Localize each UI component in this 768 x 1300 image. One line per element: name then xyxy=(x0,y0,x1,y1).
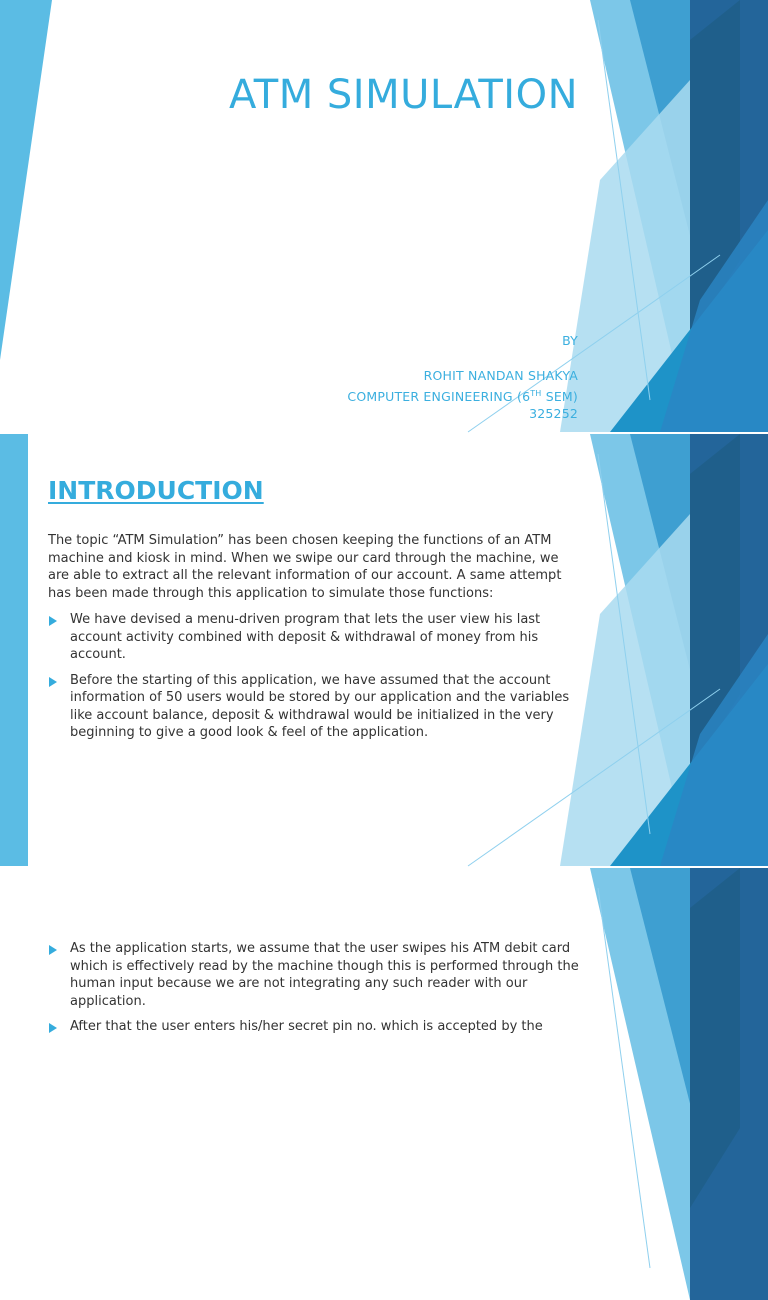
bullet-list xyxy=(48,940,580,1044)
list-item: As the application starts, we assume that the user swipes his ATM debit card which is effectively read by the machine though this is performed through the human input because we are not integrating any such reader with our application. xyxy=(48,940,580,1010)
list-item: After that the user enters his/her secret pin no. which is accepted by the xyxy=(48,1018,580,1036)
author-name: ROHIT NANDAN SHAKYA xyxy=(423,368,578,383)
bullet-arrow-icon xyxy=(49,1023,57,1033)
bullet-list xyxy=(48,611,580,750)
department: COMPUTER ENGINEERING (6TH SEM) xyxy=(347,388,578,404)
left-accent-shape xyxy=(0,0,52,360)
roll-number: 325252 xyxy=(529,406,578,422)
bullet-arrow-icon xyxy=(49,677,57,687)
list-item: Before the starting of this application, we have assumed that the account information of 50 users would be stored by our application and the variables like account balance, deposit & withdrawal would be initialized in the very beginning to give a good look & feel of the application. xyxy=(48,672,580,742)
intro-paragraph: The topic “ATM Simulation” has been chosen keeping the functions of an ATM machine and kiosk in mind. When we swipe our card through the machine, we are able to extract all the relevant information of our account. A same attempt has been made through this application to simulate those functions: xyxy=(48,533,562,601)
author-block xyxy=(347,332,578,423)
left-accent-shape xyxy=(0,434,28,866)
slide-decoration xyxy=(0,868,768,1300)
list-item: We have devised a menu-driven program that lets the user view his last account activity combined with deposit & withdrawal of money from his account. xyxy=(48,611,580,664)
continuation-slide xyxy=(0,868,768,1034)
title-slide xyxy=(0,0,768,432)
section-heading: INTRODUCTION xyxy=(48,476,264,505)
slide-title: ATM SIMULATION xyxy=(229,72,578,118)
bullet-arrow-icon xyxy=(49,945,57,955)
by-label: BY xyxy=(562,333,578,348)
introduction-slide xyxy=(0,434,768,866)
bullet-arrow-icon xyxy=(49,616,57,626)
